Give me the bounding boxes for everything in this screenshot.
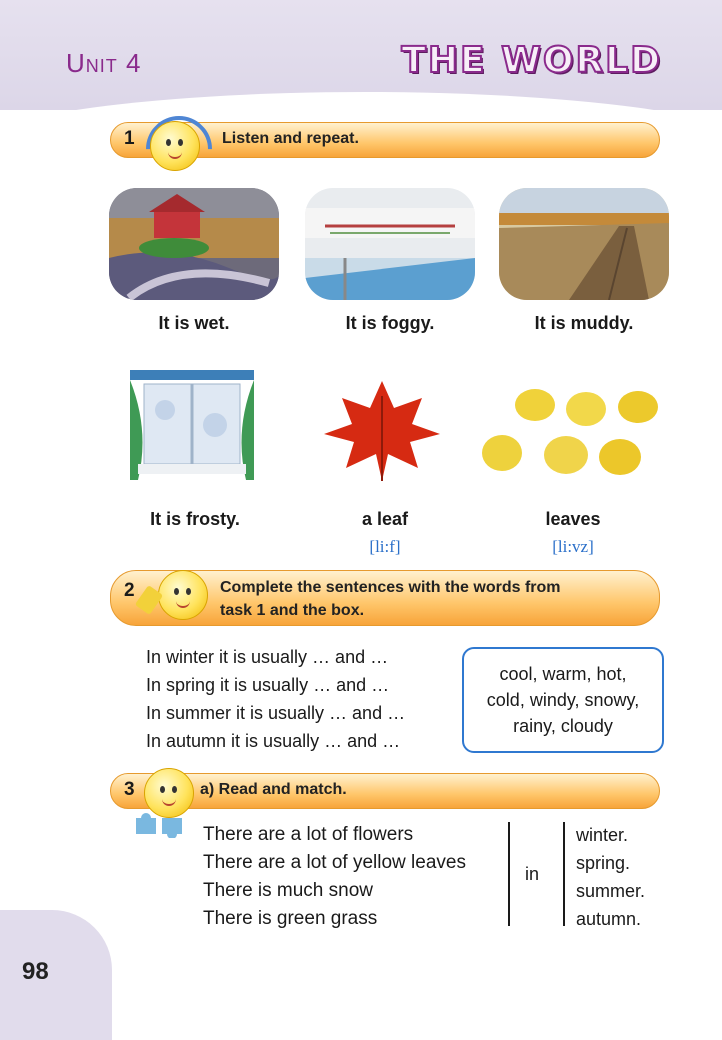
task3-number: 3 [124, 779, 135, 800]
word-box-line: cold, windy, snowy, [486, 690, 640, 710]
sun-mascot-icon [150, 121, 200, 171]
caption-leaf: a leaf [361, 509, 409, 529]
sentence-spring: In spring it is usually … and … [146, 675, 390, 695]
match-phrase: There are a lot of flowers [203, 824, 414, 845]
match-season: summer. [576, 881, 646, 901]
match-season: winter. [576, 825, 629, 845]
task2-instruction-line2: task 1 and the box. [220, 602, 365, 619]
sentence-autumn: In autumn it is usually … and … [146, 731, 401, 751]
leaf-image [322, 376, 442, 486]
caption-foggy: It is foggy. [345, 313, 435, 333]
muddy-landscape-image [499, 188, 669, 300]
word-box-line: rainy, cloudy [513, 716, 613, 736]
sentence-winter: In winter it is usually … and … [146, 647, 389, 667]
sentence-summer: In summer it is usually … and … [146, 703, 406, 723]
match-phrase: There is green grass [203, 908, 378, 929]
task3-instruction: a) Read and match. [200, 781, 347, 798]
frosty-window-image [130, 370, 254, 486]
page-number: 98 [22, 958, 49, 985]
sun-mascot-icon [144, 768, 194, 818]
caption-frosty: It is frosty. [150, 509, 240, 529]
match-right-column [576, 821, 645, 933]
match-season: spring. [576, 853, 631, 873]
transcript-leaf: [li:f] [369, 537, 401, 556]
match-phrase: There is much snow [203, 880, 374, 901]
word-box [462, 647, 664, 753]
task2-number: 2 [124, 580, 135, 601]
unit-title: THE WORLD [401, 40, 662, 81]
task1-number: 1 [124, 128, 135, 149]
match-phrase: There are a lot of yellow leaves [203, 852, 466, 873]
caption-wet: It is wet. [158, 313, 230, 333]
wet-landscape-image [109, 188, 279, 300]
match-left-column [203, 821, 466, 933]
puzzle-icon [134, 812, 186, 838]
unit-label: Unit 4 [66, 48, 142, 78]
foggy-landscape-image [305, 188, 475, 300]
leaves-image [480, 383, 660, 483]
match-in: in [525, 864, 540, 884]
task1-instruction: Listen and repeat. [222, 130, 359, 147]
task2-sentences [146, 643, 405, 755]
divider-line [508, 822, 510, 926]
caption-muddy: It is muddy. [534, 313, 634, 333]
divider-line [563, 822, 565, 926]
transcript-leaves: [li:vz] [552, 537, 594, 556]
word-box-line: cool, warm, hot, [499, 664, 627, 684]
page-corner-tab [0, 910, 112, 1040]
match-season: autumn. [576, 909, 642, 929]
task2-instruction-line1: Complete the sentences with the words from [220, 579, 561, 596]
caption-leaves: leaves [545, 509, 601, 529]
sun-mascot-icon [158, 570, 208, 620]
